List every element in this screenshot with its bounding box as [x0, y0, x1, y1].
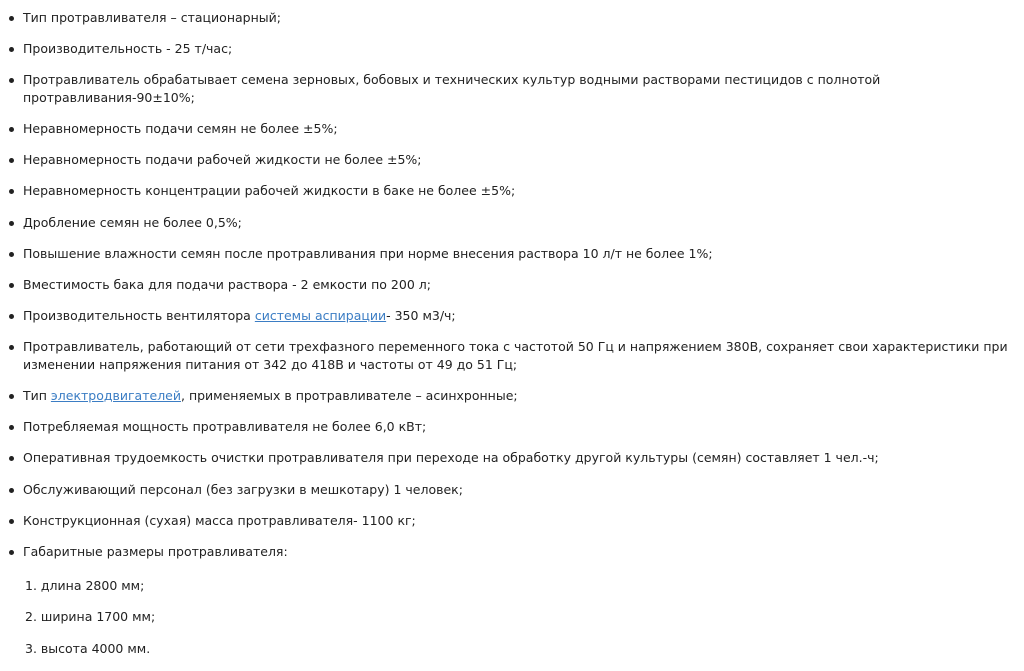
list-item — [0, 338, 1024, 373]
spec-text: Неравномерность подачи рабочей жидкости не более ±5%; — [23, 152, 422, 168]
list-item — [0, 449, 1024, 467]
list-item — [0, 245, 1024, 263]
spec-text: Повышение влажности семян после протравливания при норме внесения раствора 10 л/т не более 1%; — [23, 245, 713, 261]
bullet-icon — [9, 345, 14, 350]
list-item — [0, 387, 1024, 405]
list-item — [0, 512, 1024, 530]
bullet-icon — [9, 158, 14, 163]
list-item — [0, 40, 1024, 58]
spec-text: Оперативная трудоемкость очистки протравливателя при переходе на обработку другой культуры (семян) составляет 1 чел.-ч; — [23, 450, 879, 466]
bullet-icon — [9, 189, 14, 194]
bullet-icon — [9, 283, 14, 288]
spec-text-after-link: - 350 м3/ч; — [386, 308, 456, 324]
list-item — [0, 307, 1024, 325]
bullet-icon — [9, 425, 14, 430]
bullet-icon — [9, 394, 14, 399]
spec-text: Протравливатель, работающий от сети трехфазного переменного тока с частотой 50 Гц и напряжением 380В, сохраняет свои характеристики при изменении напряжения питания от 342 до 418В и частоты от 49 до 51 Гц; — [23, 339, 1008, 372]
bullet-icon — [9, 127, 14, 132]
spec-text-before-link: Тип — [23, 388, 51, 404]
spec-text: Габаритные размеры протравливателя: — [23, 544, 288, 559]
electric-motors-link[interactable]: электродвигателей — [50, 388, 181, 404]
list-item — [0, 120, 1024, 138]
dimension-item: 1. длина 2800 мм; — [25, 577, 145, 593]
bullet-icon — [9, 488, 14, 493]
spec-text: Вместимость бака для подачи раствора - 2 емкости по 200 л; — [23, 277, 431, 292]
spec-text: Потребляемая мощность протравливателя не более 6,0 кВт; — [23, 419, 427, 435]
list-item — [0, 481, 1024, 499]
bullet-icon — [9, 456, 14, 461]
spec-text-after-link: , применяемых в протравливателе – асинхронные; — [181, 388, 518, 404]
spec-text: Дробление семян не более 0,5%; — [23, 214, 242, 230]
list-item — [0, 151, 1024, 169]
spec-text: Тип протравливателя – стационарный; — [23, 10, 281, 25]
spec-text: Неравномерность подачи семян не более ±5%; — [23, 121, 338, 137]
spec-content — [0, 9, 1024, 671]
bullet-icon — [9, 314, 14, 319]
dimension-item: 2. ширина 1700 мм; — [25, 609, 156, 624]
aspiration-system-link[interactable]: системы аспирации — [254, 308, 387, 324]
list-item — [0, 276, 1024, 294]
list-item — [0, 71, 1024, 106]
spec-text: Протравливатель обрабатывает семена зерновых, бобовых и технических культур водными растворами пестицидов с полнотой протравливания-90±10%; — [23, 72, 881, 105]
spec-list — [0, 9, 1024, 561]
dimensions-list — [0, 577, 1024, 658]
list-item — [0, 543, 1024, 561]
list-item — [0, 418, 1024, 436]
spec-text: Производительность - 25 т/час; — [23, 41, 233, 57]
bullet-icon — [9, 519, 14, 524]
spec-text: Неравномерность концентрации рабочей жидкости в баке не более ±5%; — [23, 183, 516, 199]
dimension-item: 3. высота 4000 мм. — [25, 640, 151, 656]
bullet-icon — [9, 221, 14, 226]
bullet-icon — [9, 550, 14, 555]
list-item — [0, 182, 1024, 200]
bullet-icon — [9, 47, 14, 52]
bullet-icon — [9, 78, 14, 83]
spec-text-before-link: Производительность вентилятора — [23, 308, 255, 324]
bullet-icon — [9, 16, 14, 21]
spec-text: Обслуживающий персонал (без загрузки в мешкотару) 1 человек; — [23, 481, 463, 497]
list-item — [0, 214, 1024, 232]
spec-text: Конструкционная (сухая) масса протравливателя- 1100 кг; — [23, 512, 416, 528]
list-item — [0, 9, 1024, 27]
bullet-icon — [9, 252, 14, 257]
